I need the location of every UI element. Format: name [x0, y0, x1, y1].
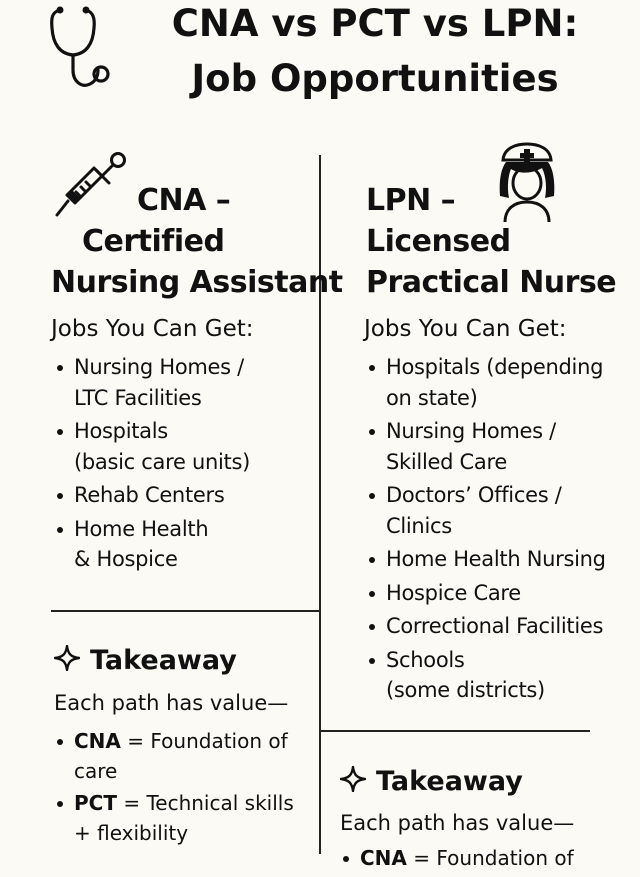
list-item-line: (basic care units) [74, 449, 250, 474]
list-item [366, 645, 638, 706]
page-title [110, 0, 640, 48]
sparkle-icon [340, 766, 366, 802]
list-item [366, 611, 638, 642]
takeaway-desc-cont: + flexibility [74, 820, 189, 845]
cna-heading-line-2: Certified [82, 224, 225, 259]
takeaway-desc-cont: care [74, 758, 118, 783]
cna-jobs-label: Jobs You Can Get: [51, 316, 254, 342]
lpn-heading-line-1: LPN – [366, 183, 456, 218]
cna-heading-line-3: Nursing Assistant [51, 265, 343, 300]
list-item-line: Nursing Homes / [386, 419, 556, 443]
lpn-jobs-list [366, 352, 638, 709]
list-item-line: Hospice Care [386, 580, 521, 605]
list-item [54, 480, 316, 511]
page-subtitle [110, 55, 640, 103]
takeaway-heading-left [54, 643, 237, 681]
right-section-divider [320, 730, 590, 732]
takeaway-heading-right [340, 764, 523, 802]
lpn-heading [366, 180, 616, 303]
list-item [366, 480, 638, 541]
takeaway-role: CNA [74, 729, 121, 753]
title-line-1: CNA vs PCT vs LPN: [171, 2, 579, 45]
left-section-divider [51, 610, 320, 612]
cna-jobs-list [54, 352, 316, 578]
list-item [366, 544, 638, 575]
takeaway-role: PCT [74, 791, 117, 815]
takeaway-list-right [340, 844, 620, 877]
cna-heading-line-1: CNA – [137, 183, 231, 218]
list-item-line: Hospitals (depending [386, 355, 604, 379]
sparkle-icon [54, 645, 80, 681]
takeaway-title-left: Takeaway [90, 645, 237, 676]
list-item-line: LTC Facilities [74, 385, 202, 410]
takeaway-desc: = Foundation of [120, 729, 288, 753]
cna-heading [0, 180, 343, 303]
list-item-line: & Hospice [74, 547, 178, 571]
list-item [54, 514, 316, 575]
list-item [366, 578, 638, 609]
list-item [54, 352, 316, 413]
list-item [54, 416, 316, 477]
stethoscope-icon [46, 4, 116, 96]
list-item [340, 844, 620, 874]
list-item-line: Nursing Homes / [74, 355, 244, 379]
list-item [54, 727, 316, 786]
takeaway-list-left [54, 727, 316, 851]
list-item-line: Rehab Centers [74, 483, 225, 507]
list-item-line: (some districts) [386, 678, 545, 702]
list-item-line: Hospitals [74, 419, 168, 443]
list-item [54, 789, 316, 848]
takeaway-desc: = Foundation of [406, 846, 574, 870]
list-item-line: Correctional Facilities [386, 614, 604, 638]
list-item-line: Clinics [386, 513, 452, 538]
takeaway-intro-right: Each path has value— [340, 811, 575, 835]
lpn-jobs-label: Jobs You Can Get: [364, 316, 567, 342]
list-item-line: Home Health Nursing [386, 547, 606, 571]
list-item-line: Doctors’ Offices / [386, 483, 562, 507]
takeaway-title-right: Takeaway [376, 766, 523, 797]
list-item [366, 416, 638, 477]
takeaway-desc: = Technical skills [116, 791, 294, 815]
list-item-line: on state) [386, 385, 478, 410]
lpn-heading-line-3: Practical Nurse [366, 265, 617, 300]
list-item-line: Skilled Care [386, 449, 507, 474]
takeaway-intro-left: Each path has value— [54, 691, 289, 715]
lpn-heading-line-2: Licensed [366, 224, 511, 259]
list-item-line: Home Health [74, 516, 209, 541]
list-item-line: Schools [386, 647, 465, 672]
list-item [366, 352, 638, 413]
title-line-2: Job Opportunities [191, 57, 559, 100]
takeaway-role: CNA [360, 846, 407, 870]
